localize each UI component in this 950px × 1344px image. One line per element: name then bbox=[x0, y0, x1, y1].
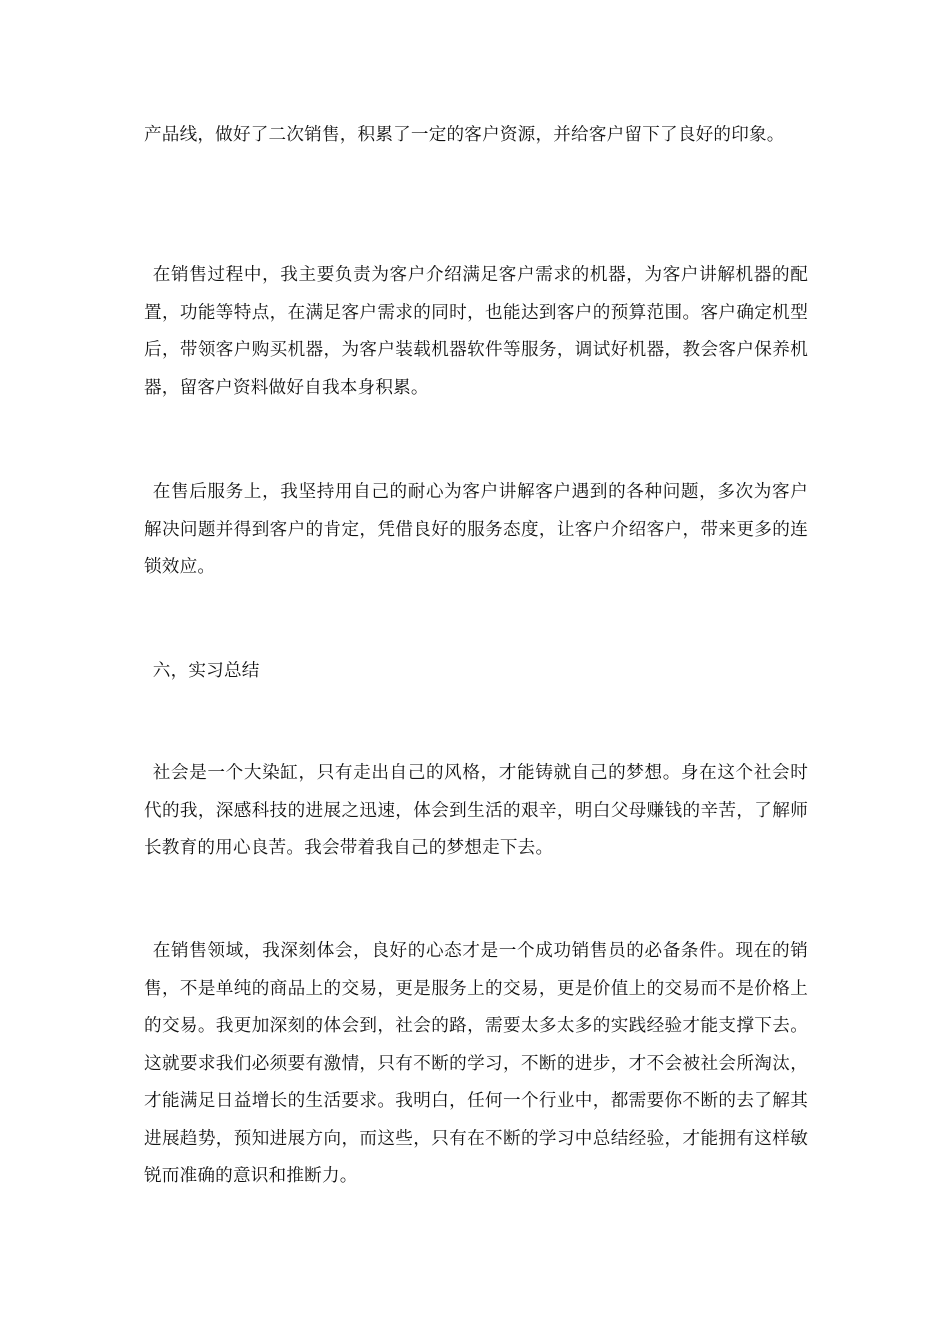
paragraph-sales-field: 在销售领域，我深刻体会，良好的心态才是一个成功销售员的必备条件。现在的销售，不是单纯的商品上的交易，更是服务上的交易，更是价值上的交易而不是价格上的交易。我更加深刻的体会到，社会的路，需要太多太多的实践经验才能支撑下去。这就要求我们必须要有激情，只有不断的学习，不断的进步，才不会被社会所淘汰，才能满足日益增长的生活要求。我明白，任何一个行业中，都需要你不断的去了解其进展趋势，预知进展方向，而这些，只有在不断的学习中总结经验，才能拥有这样敏锐而准确的意识和推断力。 bbox=[144, 941, 808, 1186]
paragraph-after-sales: 在售后服务上，我坚持用自己的耐心为客户讲解客户遇到的各种问题，多次为客户解决问题并得到客户的肯定，凭借良好的服务态度，让客户介绍客户，带来更多的连锁效应。 bbox=[144, 482, 808, 577]
paragraph-continuation: 产品线，做好了二次销售，积累了一定的客户资源，并给客户留下了良好的印象。 bbox=[144, 125, 785, 145]
paragraph-sales-process: 在销售过程中，我主要负责为客户介绍满足客户需求的机器，为客户讲解机器的配置，功能等特点，在满足客户需求的同时，也能达到客户的预算范围。客户确定机型后，带领客户购买机器，为客户装载机器软件等服务，调试好机器，教会客户保养机器，留客户资料做好自我本身积累。 bbox=[144, 265, 808, 398]
paragraph-society: 社会是一个大染缸，只有走出自己的风格，才能铸就自己的梦想。身在这个社会时代的我，深感科技的进展之迅速，体会到生活的艰辛，明白父母赚钱的辛苦，了解师长教育的用心良苦。我会带着我自己的梦想走下去。 bbox=[144, 763, 808, 858]
section-heading-internship-summary: 六，实习总结 bbox=[152, 661, 260, 681]
